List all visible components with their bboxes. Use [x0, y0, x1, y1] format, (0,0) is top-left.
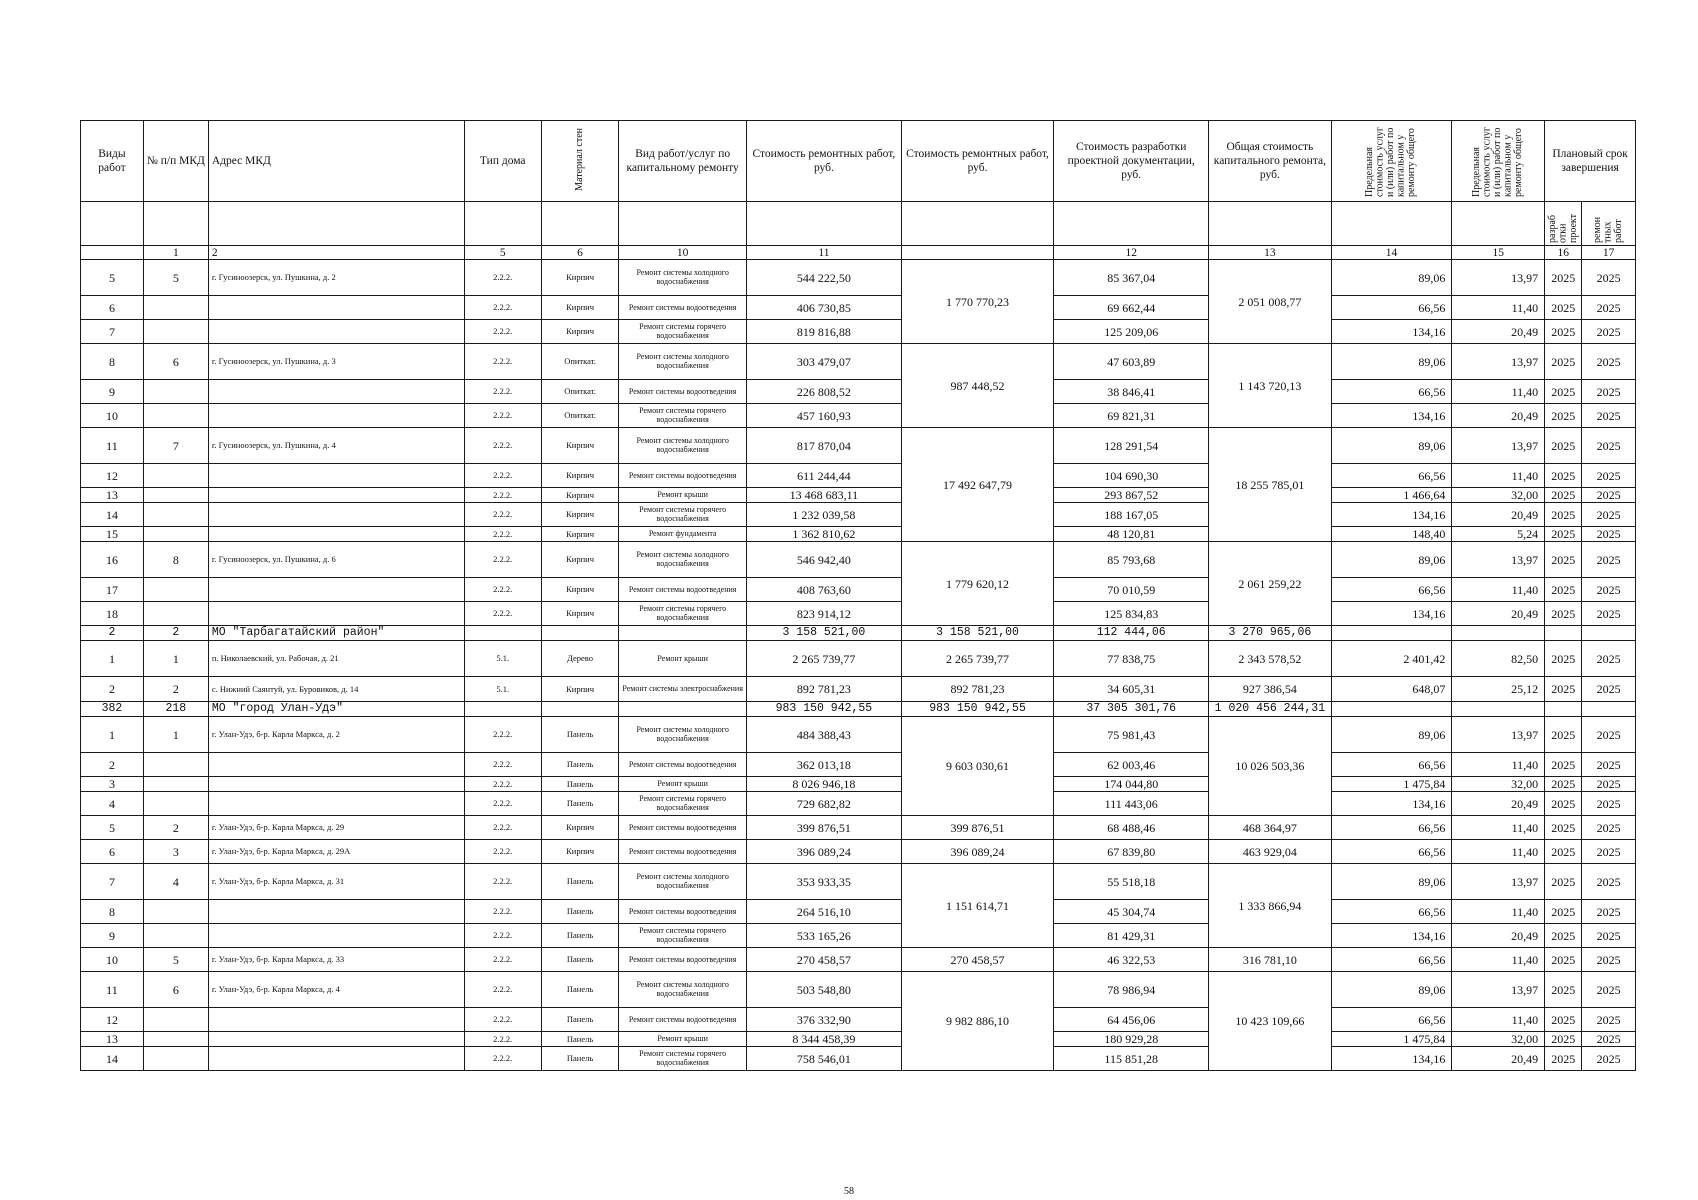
house-total-cost: 18 255 785,01	[1209, 428, 1332, 542]
address-cell: г. Гусиноозерск, ул. Пушкина, д. 4	[208, 428, 464, 464]
column-number: 1	[143, 246, 208, 260]
work-kind-cell: Ремонт крыши	[619, 777, 747, 792]
address-cell: г. Улан-Удэ, б-р. Карла Маркса, д. 33	[208, 948, 464, 972]
house-repair-cost: 1 770 770,23	[901, 260, 1054, 344]
work-kind-cell: Ремонт системы горячего водоснабжения	[619, 320, 747, 344]
header-repair-deadline: ремон тных работ	[1582, 202, 1636, 246]
header-repair-cost-2: Стоимость ремонтных работ, руб.	[901, 121, 1054, 202]
house-repair-cost: 1 151 614,71	[901, 864, 1054, 948]
table-row: 8 6 г. Гусиноозерск, ул. Пушкина, д. 3 2.2.2. Опиткат. Ремонт системы холодного водоснабжения 303 479,07 987 448,52 47 603,89 1 143 720,13 89,06 13,97 2025 2025	[81, 344, 1636, 380]
work-kind-cell: Ремонт системы водоотведения	[619, 753, 747, 777]
header-design-deadline: разраб отки проект	[1545, 202, 1582, 246]
address-cell: с. Нижний Саянтуй, ул. Буровиков, д. 14	[208, 677, 464, 702]
house-total-cost: 2 051 008,77	[1209, 260, 1332, 344]
column-number: 2	[208, 246, 464, 260]
address-cell: г. Гусиноозерск, ул. Пушкина, д. 6	[208, 542, 464, 578]
header-column-numbers	[81, 246, 1636, 260]
work-kind-cell: Ремонт системы горячего водоснабжения	[619, 924, 747, 948]
work-kind-cell: Ремонт системы холодного водоснабжения	[619, 972, 747, 1008]
address-cell: г. Улан-Удэ, б-р. Карла Маркса, д. 29А	[208, 840, 464, 864]
header-work-types: Виды работ	[81, 121, 144, 202]
work-kind-cell: Ремонт фундамента	[619, 527, 747, 542]
work-kind-cell: Ремонт системы горячего водоснабжения	[619, 602, 747, 626]
address-cell: г. Улан-Удэ, б-р. Карла Маркса, д. 2	[208, 717, 464, 753]
table-row: 3 2.2.2. Панель Ремонт крыши 8 026 946,18 174 044,80 1 475,84 32,00 2025 2025	[81, 777, 1636, 792]
subtotal-row: 382 218 МО "город Улан-Удэ" 983 150 942,55 983 150 942,55 37 305 301,76 1 020 456 244,31	[81, 702, 1636, 717]
column-number: 11	[747, 246, 902, 260]
column-number: 6	[541, 246, 618, 260]
header-limit-cost-1: Предельная стоимость услуг и (или) работ по капитальном у ремонту общего	[1331, 121, 1452, 202]
work-kind-cell: Ремонт системы водоотведения	[619, 578, 747, 602]
address-cell: г. Улан-Удэ, б-р. Карла Маркса, д. 31	[208, 864, 464, 900]
header-deadline: Плановый срок завершения	[1545, 121, 1636, 202]
work-kind-cell: Ремонт системы горячего водоснабжения	[619, 503, 747, 527]
table-row: 2 2 с. Нижний Саянтуй, ул. Буровиков, д. 14 5.1. Кирпич Ремонт системы электроснабжения 892 781,23 892 781,23 34 605,31 927 386,54 648,07 25,12 2025 2025	[81, 677, 1636, 702]
header-row	[81, 121, 1636, 202]
house-total-cost: 1 143 720,13	[1209, 344, 1332, 428]
column-number: 12	[1054, 246, 1209, 260]
header-repair-cost-1: Стоимость ремонтных работ, руб.	[747, 121, 902, 202]
header-mkd-number: № п/п МКД	[143, 121, 208, 202]
house-total-cost: 10 026 503,36	[1209, 717, 1332, 816]
column-number: 13	[1209, 246, 1332, 260]
table-row: 14 2.2.2. Панель Ремонт системы горячего водоснабжения 758 546,01 115 851,28 134,16 20,49 2025 2025	[81, 1047, 1636, 1071]
address-cell: п. Николаевский, ул. Рабочая, д. 21	[208, 641, 464, 677]
header-total-cost: Общая стоимость капитального ремонта, руб.	[1209, 121, 1332, 202]
work-kind-cell: Ремонт системы водоотведения	[619, 900, 747, 924]
work-kind-cell: Ремонт системы холодного водоснабжения	[619, 542, 747, 578]
column-number: 16	[1545, 246, 1582, 260]
work-kind-cell: Ремонт системы водоотведения	[619, 464, 747, 488]
table-row: 18 2.2.2. Кирпич Ремонт системы горячего водоснабжения 823 914,12 125 834,83 134,16 20,49 2025 2025	[81, 602, 1636, 626]
table-row: 7 4 г. Улан-Удэ, б-р. Карла Маркса, д. 31 2.2.2. Панель Ремонт системы холодного водоснабжения 353 933,35 1 151 614,71 55 518,18 1 333 866,94 89,06 13,97 2025 2025	[81, 864, 1636, 900]
table-row: 11 6 г. Улан-Удэ, б-р. Карла Маркса, д. 4 2.2.2. Панель Ремонт системы холодного водоснабжения 503 548,80 9 982 886,10 78 986,94 10 423 109,66 89,06 13,97 2025 2025	[81, 972, 1636, 1008]
work-kind-cell: Ремонт системы горячего водоснабжения	[619, 1047, 747, 1071]
table-row: 7 2.2.2. Кирпич Ремонт системы горячего водоснабжения 819 816,88 125 209,06 134,16 20,49 2025 2025	[81, 320, 1636, 344]
column-number: 15	[1452, 246, 1545, 260]
column-number: 17	[1582, 246, 1636, 260]
work-kind-cell: Ремонт системы холодного водоснабжения	[619, 428, 747, 464]
work-kind-cell: Ремонт системы электроснабжения	[619, 677, 747, 702]
header-design-cost: Стоимость разработки проектной документации, руб.	[1054, 121, 1209, 202]
work-kind-cell: Ремонт системы холодного водоснабжения	[619, 717, 747, 753]
municipality-name: МО "Тарбагатайский район"	[208, 626, 464, 641]
table-row: 2 2.2.2. Панель Ремонт системы водоотведения 362 013,18 62 003,46 66,56 11,40 2025 2025	[81, 753, 1636, 777]
house-total-cost: 10 423 109,66	[1209, 972, 1332, 1071]
capital-repair-table	[80, 120, 1636, 1071]
table-row: 1 1 п. Николаевский, ул. Рабочая, д. 21 5.1. Дерево Ремонт крыши 2 265 739,77 2 265 739,77 77 838,75 2 343 578,52 2 401,42 82,50 2025 2025	[81, 641, 1636, 677]
work-kind-cell: Ремонт системы холодного водоснабжения	[619, 260, 747, 296]
table-row: 16 8 г. Гусиноозерск, ул. Пушкина, д. 6 2.2.2. Кирпич Ремонт системы холодного водоснабжения 546 942,40 1 779 620,12 85 793,68 2 061 259,22 89,06 13,97 2025 2025	[81, 542, 1636, 578]
house-total-cost: 1 333 866,94	[1209, 864, 1332, 948]
work-kind-cell: Ремонт системы холодного водоснабжения	[619, 864, 747, 900]
work-kind-cell: Ремонт системы водоотведения	[619, 1008, 747, 1032]
work-kind-cell: Ремонт системы горячего водоснабжения	[619, 792, 747, 816]
header-address: Адрес МКД	[208, 121, 464, 202]
table-row: 9 2.2.2. Панель Ремонт системы горячего водоснабжения 533 165,26 81 429,31 134,16 20,49 2025 2025	[81, 924, 1636, 948]
table-row: 17 2.2.2. Кирпич Ремонт системы водоотведения 408 763,60 70 010,59 66,56 11,40 2025 2025	[81, 578, 1636, 602]
municipality-name: МО "город Улан-Удэ"	[208, 702, 464, 717]
table-row: 13 2.2.2. Панель Ремонт крыши 8 344 458,39 180 929,28 1 475,84 32,00 2025 2025	[81, 1032, 1636, 1047]
address-cell: г. Улан-Удэ, б-р. Карла Маркса, д. 29	[208, 816, 464, 840]
house-repair-cost: 1 779 620,12	[901, 542, 1054, 626]
work-kind-cell: Ремонт системы холодного водоснабжения	[619, 344, 747, 380]
work-kind-cell: Ремонт системы горячего водоснабжения	[619, 404, 747, 428]
house-repair-cost: 9 603 030,61	[901, 717, 1054, 816]
work-kind-cell: Ремонт системы водоотведения	[619, 948, 747, 972]
work-kind-cell: Ремонт системы водоотведения	[619, 816, 747, 840]
work-kind-cell: Ремонт крыши	[619, 1032, 747, 1047]
column-number: 5	[464, 246, 541, 260]
header-subrow	[81, 202, 1636, 246]
column-number: 10	[619, 246, 747, 260]
work-kind-cell: Ремонт системы водоотведения	[619, 380, 747, 404]
header-work-kind: Вид работ/услуг по капитальному ремонту	[619, 121, 747, 202]
work-kind-cell: Ремонт крыши	[619, 641, 747, 677]
header-house-type: Тип дома	[464, 121, 541, 202]
address-cell: г. Улан-Удэ, б-р. Карла Маркса, д. 4	[208, 972, 464, 1008]
table-row: 5 5 г. Гусиноозерск, ул. Пушкина, д. 2 2.2.2. Кирпич Ремонт системы холодного водоснабжения 544 222,50 1 770 770,23 85 367,04 2 051 008,77 89,06 13,97 2025 2025	[81, 260, 1636, 296]
table-row: 12 2.2.2. Панель Ремонт системы водоотведения 376 332,90 64 456,06 66,56 11,40 2025 2025	[81, 1008, 1636, 1032]
house-repair-cost: 987 448,52	[901, 344, 1054, 428]
table-row: 5 2 г. Улан-Удэ, б-р. Карла Маркса, д. 29 2.2.2. Кирпич Ремонт системы водоотведения 399 876,51 399 876,51 68 488,46 468 364,97 66,56 11,40 2025 2025	[81, 816, 1636, 840]
house-repair-cost: 9 982 886,10	[901, 972, 1054, 1071]
table-row: 8 2.2.2. Панель Ремонт системы водоотведения 264 516,10 45 304,74 66,56 11,40 2025 2025	[81, 900, 1636, 924]
table-row: 6 2.2.2. Кирпич Ремонт системы водоотведения 406 730,85 69 662,44 66,56 11,40 2025 2025	[81, 296, 1636, 320]
table-row: 4 2.2.2. Панель Ремонт системы горячего водоснабжения 729 682,82 111 443,06 134,16 20,49 2025 2025	[81, 792, 1636, 816]
work-kind-cell: Ремонт системы водоотведения	[619, 296, 747, 320]
work-kind-cell: Ремонт крыши	[619, 488, 747, 503]
table-row: 1 1 г. Улан-Удэ, б-р. Карла Маркса, д. 2 2.2.2. Панель Ремонт системы холодного водоснабжения 484 388,43 9 603 030,61 75 981,43 10 026 503,36 89,06 13,97 2025 2025	[81, 717, 1636, 753]
table-row: 15 2.2.2. Кирпич Ремонт фундамента 1 362 810,62 48 120,81 148,40 5,24 2025 2025	[81, 527, 1636, 542]
table-row: 13 2.2.2. Кирпич Ремонт крыши 13 468 683,11 293 867,52 1 466,64 32,00 2025 2025	[81, 488, 1636, 503]
work-kind-cell: Ремонт системы водоотведения	[619, 840, 747, 864]
address-cell: г. Гусиноозерск, ул. Пушкина, д. 2	[208, 260, 464, 296]
table-row: 9 2.2.2. Опиткат. Ремонт системы водоотведения 226 808,52 38 846,41 66,56 11,40 2025 2025	[81, 380, 1636, 404]
house-total-cost: 2 061 259,22	[1209, 542, 1332, 626]
address-cell: г. Гусиноозерск, ул. Пушкина, д. 3	[208, 344, 464, 380]
subtotal-row: 2 2 МО "Тарбагатайский район" 3 158 521,00 3 158 521,00 112 444,06 3 270 965,06	[81, 626, 1636, 641]
table-row: 10 2.2.2. Опиткат. Ремонт системы горячего водоснабжения 457 160,93 69 821,31 134,16 20,49 2025 2025	[81, 404, 1636, 428]
page-number: 58	[844, 1186, 854, 1197]
table-row: 10 5 г. Улан-Удэ, б-р. Карла Маркса, д. 33 2.2.2. Панель Ремонт системы водоотведения 270 458,57 270 458,57 46 322,53 316 781,10 66,56 11,40 2025 2025	[81, 948, 1636, 972]
table-row: 12 2.2.2. Кирпич Ремонт системы водоотведения 611 244,44 104 690,30 66,56 11,40 2025 2025	[81, 464, 1636, 488]
table-row: 14 2.2.2. Кирпич Ремонт системы горячего водоснабжения 1 232 039,58 188 167,05 134,16 20,49 2025 2025	[81, 503, 1636, 527]
table-row: 6 3 г. Улан-Удэ, б-р. Карла Маркса, д. 29А 2.2.2. Кирпич Ремонт системы водоотведения 396 089,24 396 089,24 67 839,80 463 929,04 66,56 11,40 2025 2025	[81, 840, 1636, 864]
column-number: 14	[1331, 246, 1452, 260]
header-limit-cost-2: Предельная стоимость услуг и (или) работ по капитальном у ремонту общего	[1452, 121, 1545, 202]
header-wall-material: Материал стен	[541, 121, 618, 202]
house-repair-cost: 17 492 647,79	[901, 428, 1054, 542]
table-row: 11 7 г. Гусиноозерск, ул. Пушкина, д. 4 2.2.2. Кирпич Ремонт системы холодного водоснабжения 817 870,04 17 492 647,79 128 291,54 18 255 785,01 89,06 13,97 2025 2025	[81, 428, 1636, 464]
